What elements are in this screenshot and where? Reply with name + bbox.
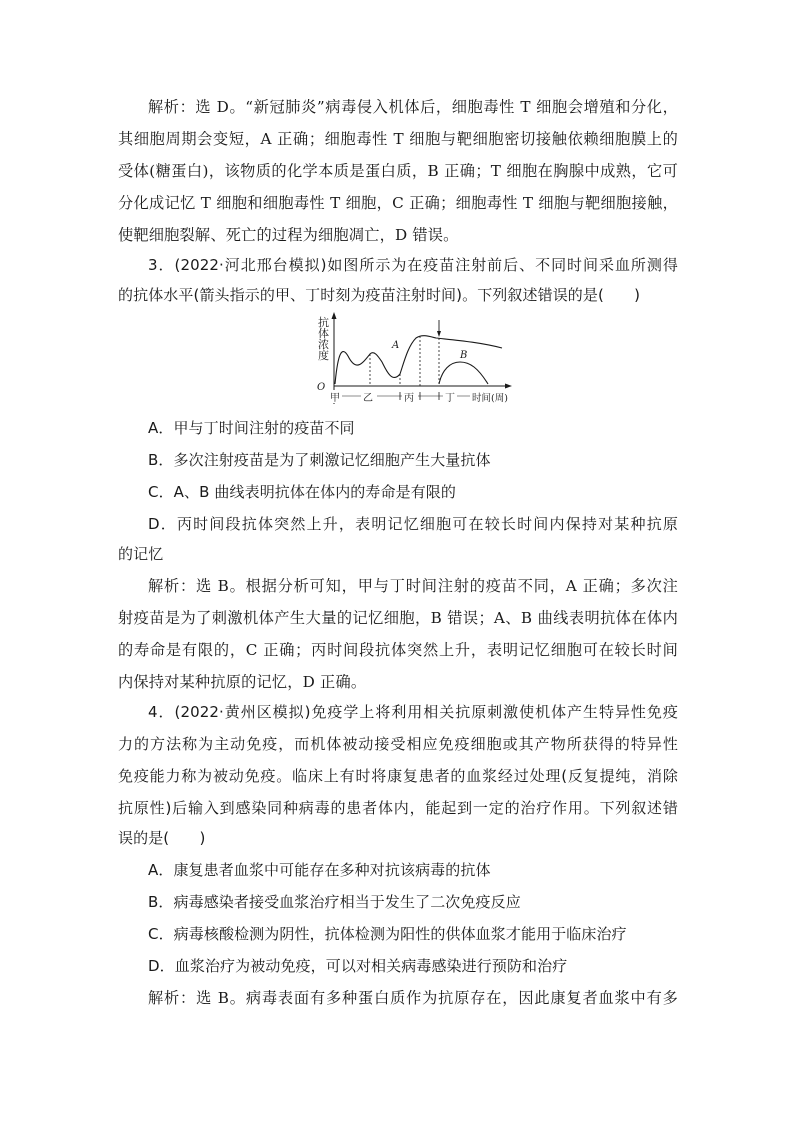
- q3-stem-line-1: 3．(2022·河北邢台模拟)如图所示为在疫苗注射前后、不同时间采血所测得: [148, 256, 678, 274]
- q3-analysis-line-4: 内保持对某种抗原的记忆，D 正确。: [118, 673, 367, 691]
- q4-stem-line-5: 误的是( ): [118, 829, 206, 847]
- q2-analysis-line-4: 分化成记忆 T 细胞和细胞毒性 T 细胞，C 正确；细胞毒性 T 细胞与靶细胞接触，: [118, 194, 678, 212]
- curve-b-label: B: [460, 350, 468, 361]
- y-axis-label: 抗体浓度: [318, 316, 329, 362]
- q4-option-a: A．康复患者血浆中可能存在多种对抗该病毒的抗体: [148, 861, 491, 879]
- q3-option-c: C．A、B 曲线表明抗体在体内的寿命是有限的: [148, 483, 456, 501]
- y-axis-arrow: [332, 312, 337, 319]
- q4-option-b: B．病毒感染者接受血浆治疗相当于发生了二次免疫反应: [148, 893, 521, 911]
- q4-option-d: D．血浆治疗为被动免疫，可以对相关病毒感染进行预防和治疗: [148, 957, 568, 975]
- antibody-curve-diagram: [304, 312, 524, 412]
- period-label-yi: 乙: [363, 393, 373, 404]
- q4-stem-line-4: 抗原性)后输入到感染同种病毒的患者体内，能起到一定的治疗作用。下列叙述错: [118, 799, 678, 817]
- q3-option-d-line-2: 的记忆: [118, 545, 164, 563]
- q2-analysis-line-1: 解析：选 D。“新冠肺炎”病毒侵入机体后，细胞毒性 T 细胞会增殖和分化，: [148, 98, 678, 116]
- q2-analysis-line-5: 使靶细胞裂解、死亡的过程为细胞凋亡，D 错误。: [118, 226, 459, 244]
- curve-a: [335, 336, 502, 384]
- q2-analysis-line-3: 受体(糖蛋白)，该物质的化学本质是蛋白质，B 正确；T 细胞在胸腺中成熟，它可: [118, 162, 678, 180]
- q3-analysis-line-1: 解析：选 B。根据分析可知，甲与丁时间注射的疫苗不同，A 正确；多次注: [148, 577, 678, 595]
- curve-a-label: A: [392, 340, 400, 351]
- q3-stem-line-2: 的抗体水平(箭头指示的甲、丁时刻为疫苗注射时间)。下列叙述错误的是( ): [118, 286, 641, 304]
- q2-analysis-line-2: 其细胞周期会变短，A 正确；细胞毒性 T 细胞与靶细胞密切接触依赖细胞膜上的: [118, 130, 678, 148]
- period-label-ding: 丁: [445, 393, 455, 404]
- curve-b: [439, 362, 488, 384]
- antibody-level-figure: [304, 312, 524, 412]
- q4-stem-line-3: 免疫能力称为被动免疫。临床上有时将康复患者的血浆经过处理(反复提纯，消除: [118, 767, 678, 785]
- q3-option-a: A．甲与丁时间注射的疫苗不同: [148, 419, 355, 437]
- arrow-ding-head: [437, 331, 441, 337]
- q3-analysis-line-2: 射疫苗是为了刺激机体产生大量的记忆细胞，B 错误；A、B 曲线表明抗体在体内: [118, 609, 678, 627]
- q3-analysis-line-3: 的寿命是有限的，C 正确；丙时间段抗体突然上升，表明记忆细胞可在较长时间: [118, 641, 678, 659]
- x-axis-label: 时间(周): [472, 393, 508, 404]
- q4-analysis-line-1: 解析：选 B。病毒表面有多种蛋白质作为抗原存在，因此康复者血浆中有多: [148, 989, 678, 1007]
- q4-stem-line-2: 力的方法称为主动免疫，而机体被动接受相应免疫细胞或其产物所获得的特异性: [118, 735, 678, 753]
- period-label-bing: 丙: [404, 393, 414, 404]
- period-label-jia: 甲: [330, 393, 340, 404]
- q4-stem-line-1: 4．(2022·黄州区模拟)免疫学上将利用相关抗原刺激使机体产生特异性免疫: [148, 703, 678, 721]
- x-axis-arrow: [505, 384, 512, 389]
- q3-option-d-line-1: D．丙时间段抗体突然上升，表明记忆细胞可在较长时间内保持对某种抗原: [148, 515, 678, 533]
- q4-option-c: C．病毒核酸检测为阴性，抗体检测为阳性的供体血浆才能用于临床治疗: [148, 925, 627, 943]
- q3-option-b: B．多次注射疫苗是为了刺激记忆细胞产生大量抗体: [148, 451, 491, 469]
- origin-label: O: [317, 382, 326, 393]
